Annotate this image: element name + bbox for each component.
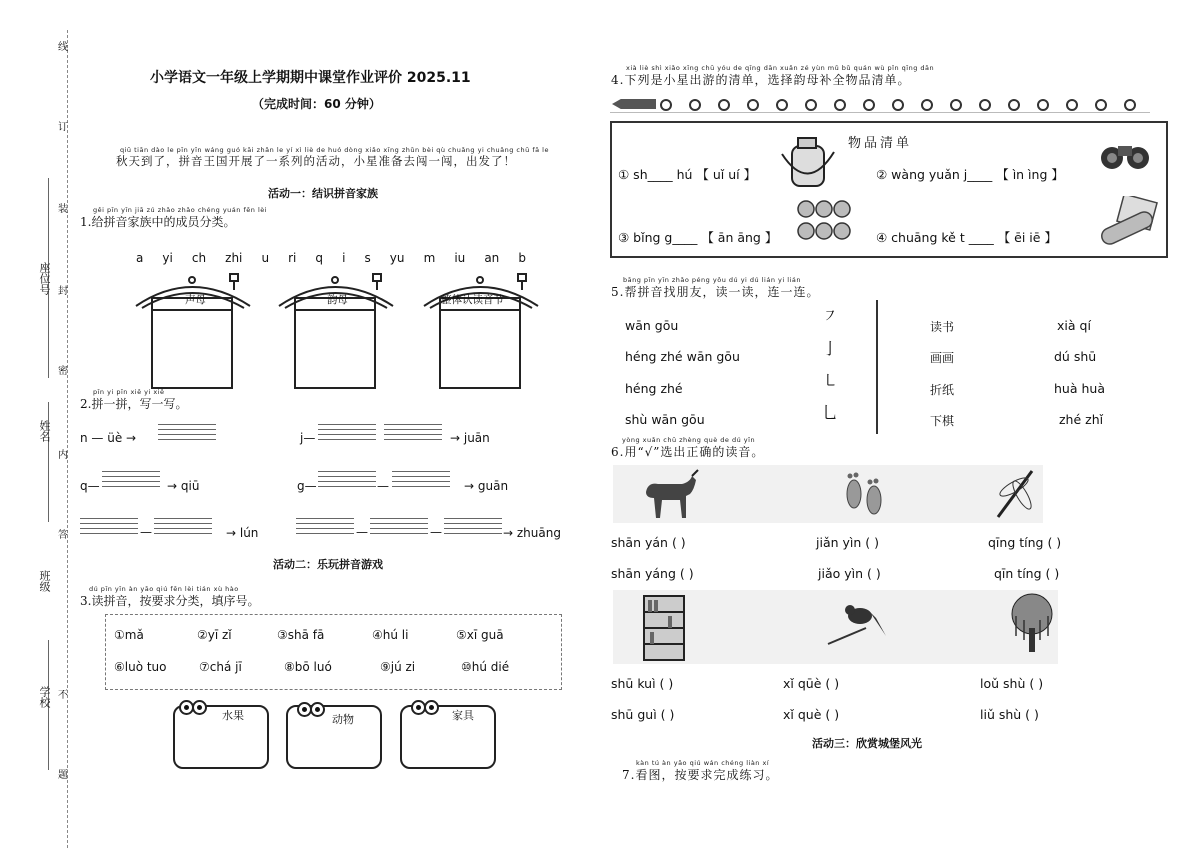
margin-label-feng: 封 bbox=[58, 286, 68, 297]
word: 画画 bbox=[930, 351, 955, 365]
q3-pinyin: dú pīn yīn àn yāo qiú fēn lèi tián xù hào bbox=[89, 585, 239, 593]
word: 读书 bbox=[930, 320, 955, 334]
dash: — bbox=[356, 525, 368, 539]
q2-writing-lines bbox=[370, 518, 428, 538]
house-label-shengmu: 声母 bbox=[185, 294, 206, 306]
q1-item: yi bbox=[162, 251, 173, 265]
q3-options-box bbox=[105, 614, 562, 690]
q1-item: q bbox=[315, 251, 324, 265]
q1-item: zhi bbox=[225, 251, 243, 265]
category-card-furniture[interactable] bbox=[400, 705, 496, 769]
binding-line bbox=[67, 30, 68, 848]
q6-choice[interactable]: qīn tíng ( ) bbox=[994, 566, 1060, 581]
word-pinyin: huà huà bbox=[1054, 381, 1105, 396]
margin-label-bu: 不 bbox=[58, 690, 68, 701]
q7-text: 7.看图，按要求完成练习。 bbox=[622, 768, 779, 782]
q6-choice[interactable]: jiǎn yìn ( ) bbox=[816, 535, 879, 550]
q1-item: an bbox=[484, 251, 500, 265]
bookcase-icon bbox=[642, 594, 688, 662]
margin-label-name: 姓名 bbox=[38, 420, 51, 442]
q5-text: 5.帮拼音找朋友，读一读，连一连。 bbox=[611, 285, 820, 299]
activity-3-title: 活动三：欣赏城堡风光 bbox=[812, 737, 922, 750]
q1-pinyin: gěi pīn yīn jiā zú zhǎo zhǎo chéng yuán fēn lèi bbox=[93, 206, 268, 214]
stroke-glyph: ㇄ bbox=[822, 371, 839, 390]
q2-r2-right-res: → guān bbox=[464, 479, 509, 493]
q2-r1-left: n — üè → bbox=[80, 431, 137, 445]
activity-1-title: 活动一：结识拼音家族 bbox=[268, 187, 378, 200]
stroke-name: wān gōu bbox=[625, 318, 679, 333]
q6-choice[interactable]: shū guì ( ) bbox=[611, 707, 675, 722]
q2-writing-lines bbox=[154, 518, 212, 538]
q1-item: ch bbox=[191, 251, 207, 265]
margin-label-class: 班级 bbox=[38, 570, 51, 592]
q6-choice[interactable]: xǐ qūè ( ) bbox=[783, 676, 840, 691]
word-pinyin: dú shū bbox=[1054, 349, 1097, 364]
margin-label-ding: 订 bbox=[58, 122, 68, 133]
q7-pinyin: kàn tú àn yāo qiú wán chéng liàn xí bbox=[636, 759, 770, 767]
word: 折纸 bbox=[930, 383, 955, 397]
goat-icon bbox=[640, 468, 700, 522]
footprints-icon bbox=[842, 470, 888, 524]
card-label-animal: 动物 bbox=[332, 713, 354, 726]
q2-writing-lines bbox=[444, 518, 502, 538]
q3-text: 3.读拼音，按要求分类，填序号。 bbox=[80, 594, 260, 608]
page-title: 小学语文一年级上学期期中课堂作业评价 2025.11 bbox=[150, 70, 471, 86]
q6-choice[interactable]: loǔ shù ( ) bbox=[980, 676, 1044, 691]
dragonfly-icon bbox=[992, 465, 1042, 521]
q2-r2-left-res: → qiū bbox=[167, 479, 200, 493]
intro-text: 秋天到了，拼音王国开展了一系列的活动，小星准备去闯一闯，出发了！ bbox=[116, 154, 516, 168]
kettle-icon bbox=[778, 134, 838, 190]
q2-r2-right-pre: g— bbox=[297, 479, 317, 493]
q3-option: ⑥luò tuo bbox=[114, 660, 167, 674]
q1-item: a bbox=[136, 251, 144, 265]
margin-label-seat: 座位号 bbox=[38, 262, 51, 295]
stroke-name: shù wān gōu bbox=[625, 412, 705, 427]
house-label-zhengti: 整体认读音节 bbox=[441, 294, 504, 306]
q3-option: ①mǎ bbox=[114, 628, 144, 642]
q2-r3-right-res: → zhuāng bbox=[503, 526, 561, 540]
q2-writing-lines bbox=[158, 424, 216, 444]
binoculars-icon bbox=[1098, 138, 1158, 172]
q6-choice[interactable]: shū kuì ( ) bbox=[611, 676, 674, 691]
q1-item: i bbox=[342, 251, 346, 265]
eye-icon bbox=[424, 700, 439, 715]
margin-label-school: 学校 bbox=[38, 686, 51, 708]
q6-choice[interactable]: xǐ què ( ) bbox=[783, 707, 840, 722]
stroke-name: héng zhé bbox=[625, 381, 683, 396]
stroke-glyph: ㇇ bbox=[822, 306, 839, 325]
house-drawings bbox=[132, 272, 542, 390]
q6-text: 6.用“√”选出正确的读音。 bbox=[611, 445, 765, 459]
q2-writing-lines bbox=[318, 471, 376, 491]
stroke-name: héng zhé wān gōu bbox=[625, 349, 740, 364]
house-label-yunmu: 韵母 bbox=[327, 294, 348, 306]
item-list-2: ② wàng yuǎn j____ 【 ìn ìng 】 bbox=[876, 167, 1064, 182]
q2-r1-right-pre: j— bbox=[300, 431, 316, 445]
activity-2-title: 活动二：乐玩拼音游戏 bbox=[273, 558, 383, 571]
q2-r2-left-pre: q— bbox=[80, 479, 100, 493]
bandage-icon bbox=[1100, 196, 1160, 248]
q3-option: ⑦chá jī bbox=[199, 660, 242, 674]
pencil-icon bbox=[612, 99, 656, 109]
q6-choice[interactable]: qīng tíng ( ) bbox=[988, 535, 1062, 550]
q1-item: u bbox=[261, 251, 270, 265]
q6-choice[interactable]: liǔ shù ( ) bbox=[980, 707, 1039, 722]
q1-item: m bbox=[423, 251, 436, 265]
dash: — bbox=[430, 525, 442, 539]
word: 下棋 bbox=[930, 414, 955, 428]
item-list-title: 物品清单 bbox=[848, 136, 913, 151]
q2-text: 2.拼一拼，写一写。 bbox=[80, 397, 188, 411]
magpie-icon bbox=[826, 594, 888, 650]
stroke-glyph: 乚 bbox=[822, 403, 839, 422]
q6-choice[interactable]: jiǎo yìn ( ) bbox=[818, 566, 881, 581]
q1-item: iu bbox=[454, 251, 466, 265]
card-label-fruit: 水果 bbox=[222, 709, 244, 722]
item-list-3: ③ bǐng g____ 【 ān āng 】 bbox=[618, 230, 778, 245]
eye-icon bbox=[192, 700, 207, 715]
q2-writing-lines bbox=[102, 471, 160, 491]
q2-pinyin: pīn yi pīn xiě yi xiě bbox=[93, 388, 165, 396]
q1-item: s bbox=[364, 251, 371, 265]
item-list-1: ① sh____ hú 【 uǐ uí 】 bbox=[618, 167, 757, 182]
q2-writing-lines bbox=[384, 424, 442, 444]
word-pinyin: zhé zhǐ bbox=[1059, 412, 1104, 427]
biscuits-icon bbox=[796, 199, 852, 245]
q4-pinyin: xià liè shì xiǎo xīng chū yóu de qīng dān xuǎn zé yùn mǔ bǔ quán wù pǐn qīng dān bbox=[626, 64, 935, 72]
stroke-glyph: 亅 bbox=[822, 339, 839, 358]
q6-choice[interactable]: shān yán ( ) bbox=[611, 535, 686, 550]
q2-writing-lines bbox=[296, 518, 354, 538]
q2-writing-lines bbox=[318, 424, 376, 444]
q3-option: ⑩hú dié bbox=[461, 660, 510, 674]
q3-option: ④hú li bbox=[372, 628, 409, 642]
spiral-rings bbox=[656, 96, 1156, 114]
q5-divider bbox=[876, 300, 878, 434]
item-list-4: ④ chuāng kě t ____ 【 ēi iē 】 bbox=[876, 230, 1057, 245]
margin-label-mi: 密 bbox=[58, 366, 68, 377]
margin-label-xian: 线 bbox=[58, 42, 68, 53]
q3-option: ③shā fā bbox=[277, 628, 325, 642]
q4-text: 4.下列是小星出游的清单，选择韵母补全物品清单。 bbox=[611, 73, 911, 87]
margin-label-zhuang: 装 bbox=[58, 204, 68, 215]
q2-writing-lines bbox=[80, 518, 138, 538]
q2-writing-lines bbox=[392, 471, 450, 491]
word-pinyin: xià qí bbox=[1057, 318, 1091, 333]
dash: — bbox=[377, 479, 389, 493]
q3-option: ⑨jú zi bbox=[380, 660, 416, 674]
q5-pinyin: bāng pīn yīn zhǎo péng yǒu dú yi dú lián yi lián bbox=[623, 276, 801, 284]
q6-pinyin: yòng xuǎn chū zhèng què de dú yīn bbox=[622, 436, 756, 444]
q3-option: ②yī zǐ bbox=[197, 628, 232, 642]
margin-label-ti: 题 bbox=[58, 770, 68, 781]
willow-tree-icon bbox=[1006, 592, 1058, 654]
q1-text: 1.给拼音家族中的成员分类。 bbox=[80, 215, 236, 229]
page-subtitle: （完成时间：60 分钟） bbox=[252, 97, 381, 111]
dash: — bbox=[140, 525, 152, 539]
q2-r3-left-res: → lún bbox=[226, 526, 259, 540]
q1-item: b bbox=[518, 251, 526, 265]
card-label-furniture: 家具 bbox=[452, 709, 474, 722]
q2-r1-right-res: → juān bbox=[450, 431, 490, 445]
q6-choice[interactable]: shān yáng ( ) bbox=[611, 566, 694, 581]
q3-option: ⑤xī guā bbox=[456, 628, 504, 642]
margin-label-da: 答 bbox=[58, 530, 68, 541]
q1-item: ri bbox=[288, 251, 297, 265]
eye-icon bbox=[310, 702, 325, 717]
margin-label-nei: 内 bbox=[58, 450, 68, 461]
q1-item: yu bbox=[389, 251, 405, 265]
q1-items bbox=[136, 251, 526, 265]
q3-option: ⑧bō luó bbox=[284, 660, 332, 674]
intro-pinyin: qiū tiān dào le pīn yīn wáng guó kāi zhǎn le yí xì liè de huó dòng xiǎo xīng zhǔn bèi qù chuǎng yi chuǎng chū fā le bbox=[120, 146, 549, 154]
